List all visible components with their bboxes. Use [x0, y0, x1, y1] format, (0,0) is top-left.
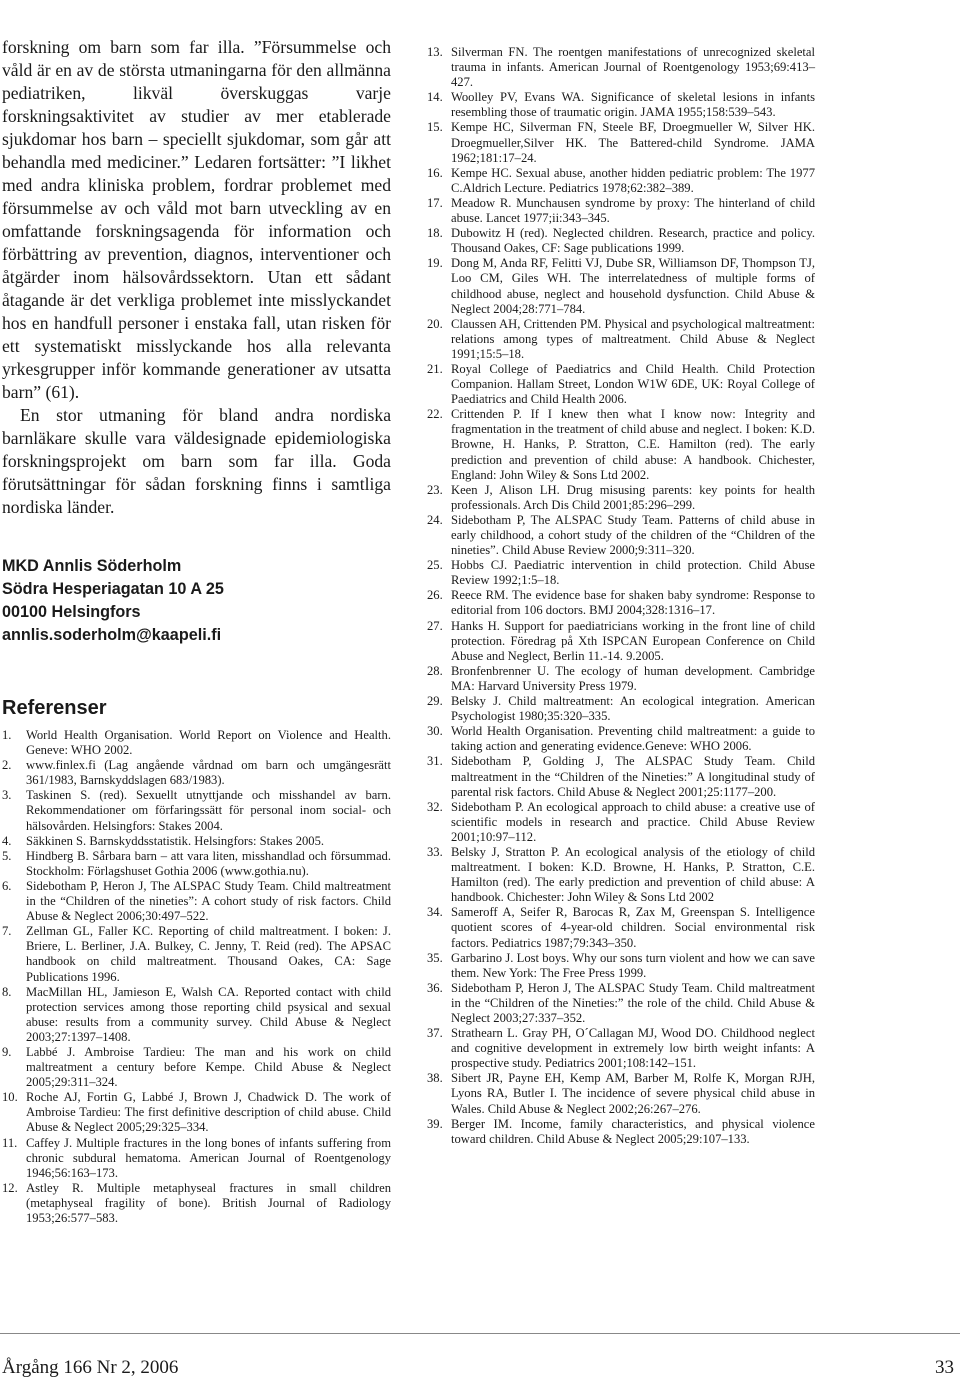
reference-number: 16.	[427, 165, 443, 180]
reference-number: 3.	[2, 788, 12, 803]
reference-item	[427, 754, 815, 799]
reference-item	[427, 951, 815, 981]
author-city: 00100 Helsingfors	[2, 603, 141, 621]
reference-text: Sameroff A, Seifer R, Barocas R, Zax M, Greenspan S. Intelligence quotient scores of 4-year-old children. Social environmental risk factors. Pediatrics 1987;79:343–350.	[451, 905, 815, 950]
reference-item	[2, 834, 391, 849]
reference-text: Hanks H. Support for paediatricians working in the front line of child protection. Föredrag på Xth ISPCAN European Conference on Child Abuse and Neglect, Berlin 11.-14. 9.2005.	[451, 618, 815, 663]
reference-number: 21.	[427, 361, 443, 376]
reference-text: Strathearn L. Gray PH, O´Callagan MJ, Wood DO. Childhood neglect and cognitive development in extremely low birth weight infants: A prospective study. Pediatrics 2001;108:142–151.	[451, 1026, 815, 1071]
reference-text: Royal College of Paediatrics and Child Health. Child Protection Companion. Hallam Street, London W1W 6DE, UK: Royal College of Paediatrics and Child Health 2006.	[451, 361, 815, 407]
reference-text: Kempe HC. Sexual abuse, another hidden pediatric problem: The 1977 C.Aldrich Lecture. Pediatrics 1978;62:382–389.	[451, 165, 815, 195]
footer-divider	[0, 1333, 960, 1334]
reference-number: 1.	[2, 728, 12, 742]
reference-item	[427, 558, 815, 588]
reference-number: 31.	[427, 754, 443, 769]
reference-number: 4.	[2, 833, 12, 848]
reference-number: 30.	[427, 724, 443, 739]
left-column	[2, 36, 391, 1226]
reference-text: Sidebotham P, The ALSPAC Study Team. Patterns of child abuse in early childhood, a cohort study of the children of the “Children of the nineties”. Child Abuse Review 2000;9:311–320.	[451, 512, 815, 558]
reference-number: 11.	[2, 1135, 18, 1150]
reference-text: Hindberg B. Sårbara barn – att vara liten, misshandlad och försummad. Stockholm: Förlagshuset Gothia 2006 (www.gothia.nu).	[26, 848, 391, 878]
reference-number: 33.	[427, 844, 443, 859]
reference-text: Labbé J. Ambroise Tardieu: The man and his work on child maltreatment a century before Kempe. Child Abuse & Neglect 2005;29:311–324.	[26, 1044, 391, 1090]
reference-item	[427, 588, 815, 618]
reference-item	[427, 1071, 815, 1116]
reference-item	[427, 664, 815, 694]
reference-number: 22.	[427, 407, 443, 422]
reference-text: Crittenden P. If I knew then what I know now: Integrity and fragmentation in the treatment of child abuse and neglect. I boken: K.D. Browne, H. Hanks, P. Stratton, C.E. Hamilton (red). The early prediction and prevention of child abuse: A handbook. Chichester, England: John Wiley & Sons Ltd 2002.	[451, 407, 815, 482]
reference-number: 15.	[427, 120, 443, 135]
reference-text: Reece RM. The evidence base for shaken baby syndrome: Response to editorial from 106 doctors. BMJ 2004;328:1316–17.	[451, 588, 815, 618]
reference-item	[2, 728, 391, 758]
reference-item	[2, 1136, 391, 1181]
reference-text: Silverman FN. The roentgen manifestations of unrecognized skeletal trauma in infants. American Journal of Roentgenology 1953;69:413–427.	[451, 45, 815, 90]
references-list-right	[427, 45, 815, 1147]
reference-text: Belsky J, Stratton P. An ecological analysis of the etiology of child maltreatment. I boken: K.D. Browne, H. Hanks, P. Stratton, C.E. Hamilton (red). The early prediction and prevention of child abuse: A handbook. Chichester: John Wiley & Sons Ltd 2002	[451, 844, 815, 905]
reference-item	[427, 800, 815, 845]
reference-text: Keen J, Alison LH. Drug misusing parents: key points for health professionals. Arch Dis Child 2001;85:296–299.	[451, 482, 815, 512]
reference-number: 2.	[2, 758, 12, 773]
reference-text: Zellman GL, Faller KC. Reporting of child maltreatment. I boken: J. Briere, L. Berliner, J.A. Bulkey, C. Jenny, T. Reid (red). The APSAC handbook on child maltreatment. Thousand Oakes, CA: Sage Publications 1996.	[26, 924, 391, 984]
reference-number: 26.	[427, 588, 443, 603]
reference-number: 39.	[427, 1116, 443, 1131]
references-heading: Referenser	[2, 697, 107, 719]
reference-item	[2, 924, 391, 984]
reference-number: 19.	[427, 256, 443, 271]
reference-number: 24.	[427, 512, 443, 527]
reference-number: 7.	[2, 924, 12, 939]
reference-number: 18.	[427, 226, 443, 241]
reference-text: Sibert JR, Payne EH, Kemp AM, Barber M, Rolfe K, Morgan RJH, Lyons RA, Butler I. The incidence of severe physical child abuse in Wales. Child Abuse & Neglect 2002;26:267–276.	[451, 1071, 815, 1116]
reference-item	[427, 619, 815, 664]
reference-text: Caffey J. Multiple fractures in the long bones of infants suffering from chronic subdural hematoma. American Journal of Roentgenology 1946;56:163–173.	[26, 1135, 391, 1180]
reference-item	[427, 1117, 815, 1147]
reference-number: 36.	[427, 980, 443, 995]
reference-text: Belsky J. Child maltreatment: An ecological integration. American Psychologist 1980;35:320–335.	[451, 694, 815, 724]
reference-number: 34.	[427, 905, 443, 920]
reference-item	[427, 513, 815, 558]
reference-text: Dubowitz H (red). Neglected children. Research, practice and policy. Thousand Oakes, CF: Sage publications 1999.	[451, 226, 815, 256]
reference-item	[427, 694, 815, 724]
reference-text: Sidebotham P, Golding J, The ALSPAC Study Team. Child maltreatment in the “Children of the Nineties:” A longitudinal study of parental risk factors. Child Abuse & Neglect 2001;25:1177–200.	[451, 754, 815, 799]
reference-text: Garbarino J. Lost boys. Why our sons turn violent and how we can save them. New York: The Free Press 1999.	[451, 950, 815, 980]
reference-text: Sidebotham P, Heron J, The ALSPAC Study Team. Child maltreatment in the “Children of the Nineties:” the role of the child. Child Abuse & Neglect 2003;27:337–352.	[451, 980, 815, 1025]
reference-item	[427, 407, 815, 482]
reference-item	[2, 1090, 391, 1135]
reference-number: 13.	[427, 45, 443, 59]
reference-text: Berger IM. Income, family characteristics, and physical violence toward children. Child Abuse & Neglect 2005;29:107–133.	[451, 1116, 815, 1146]
reference-number: 35.	[427, 950, 443, 965]
reference-text: Claussen AH, Crittenden PM. Physical and psychological maltreatment: relations among types of maltreatment. Child Abuse & Neglect 1991;15:5–18.	[451, 316, 815, 361]
reference-item	[427, 483, 815, 513]
reference-item	[427, 905, 815, 950]
page-number: 33	[935, 1357, 954, 1378]
reference-item	[427, 90, 815, 120]
author-name: MKD Annlis Söderholm	[2, 557, 182, 575]
reference-text: World Health Organisation. World Report on Violence and Health. Geneve: WHO 2002.	[26, 728, 391, 758]
reference-number: 12.	[2, 1180, 18, 1195]
reference-item	[2, 758, 391, 788]
reference-number: 5.	[2, 848, 12, 863]
author-street: Södra Hesperiagatan 10 A 25	[2, 580, 224, 598]
reference-number: 28.	[427, 663, 443, 678]
reference-number: 8.	[2, 984, 12, 999]
reference-text: Sidebotham P. An ecological approach to child abuse: a creative use of scientific models in research and practice. Child Abuse Review 2001;10:97–112.	[451, 799, 815, 844]
reference-item	[2, 985, 391, 1045]
reference-text: Roche AJ, Fortin G, Labbé J, Brown J, Chadwick D. The work of Ambroise Tardieu: The first definitive description of child abuse. Child Abuse & Neglect 2005;29:325–334.	[26, 1090, 391, 1135]
reference-number: 27.	[427, 618, 443, 633]
reference-number: 14.	[427, 90, 443, 105]
reference-item	[2, 788, 391, 833]
reference-number: 9.	[2, 1044, 12, 1059]
right-column	[427, 45, 815, 1147]
reference-item	[427, 256, 815, 316]
reference-number: 10.	[2, 1090, 18, 1105]
reference-text: MacMillan HL, Jamieson E, Walsh CA. Reported contact with child protection services among those reporting child psysical and sexual abuse: results from a community survey. Child Abuse & Neglect 2003;27:1397–1408.	[26, 984, 391, 1044]
reference-text: www.finlex.fi (Lag angående vårdnad om barn och umgängesrätt 361/1983, Barnskyddslagen 683/1983).	[26, 758, 391, 788]
reference-text: Taskinen S. (red). Sexuellt utnyttjande och misshandel av barn. Rekommendationer om förfaringssätt för personal inom social- och hälsovården. Helsingfors: Stakes 2004.	[26, 788, 391, 833]
reference-number: 38.	[427, 1071, 443, 1086]
reference-number: 32.	[427, 799, 443, 814]
reference-text: Säkkinen S. Barnskyddsstatistik. Helsingfors: Stakes 2005.	[26, 833, 325, 848]
reference-text: Woolley PV, Evans WA. Significance of skeletal lesions in infants resembling those of traumatic origin. JAMA 1955;158:539–543.	[451, 90, 815, 120]
reference-item	[427, 120, 815, 165]
reference-text: Kempe HC, Silverman FN, Steele BF, Droegmueller W, Silver HK. Droegmueller,Silver HK. The Battered-child Syndrome. JAMA 1962;181:17–24.	[451, 120, 815, 165]
reference-text: Dong M, Anda RF, Felitti VJ, Dube SR, Williamson DF, Thompson TJ, Loo CM, Giles WH. The interrelatedness of multiple forms of childhood abuse, neglect and household dysfunction. Child Abuse & Neglect 2004;28:771–784.	[451, 256, 815, 316]
author-contact	[2, 555, 391, 647]
author-email: annlis.soderholm@kaapeli.fi	[2, 626, 222, 644]
reference-item	[2, 1045, 391, 1090]
reference-text: Sidebotham P, Heron J, The ALSPAC Study Team. Child maltreatment in the “Children of the nineties”: A cohort study of risk factors. Child Abuse & Neglect 2006;30:497–522.	[26, 878, 391, 924]
reference-number: 20.	[427, 316, 443, 331]
reference-text: Meadow R. Munchausen syndrome by proxy: The hinterland of child abuse. Lancet 1977;ii:343–345.	[451, 195, 815, 226]
references-list-left	[2, 728, 391, 1226]
reference-number: 25.	[427, 558, 443, 573]
body-paragraph: forskning om barn som far illa. ”Försummelse och våld är en av de största utmaningarna för den allmänna pediatriken, likväl överskuggas varje forskningsaktivitet av studier av mer etablerade sjukdomar hos barn – speciellt sjukdomar, som går att behandla med mediciner.” Ledaren fortsätter: ”I likhet med andra kliniska problem, fordrar problemet med försummelse av och våld mot barn utveckling av en omfattande forskningsagenda för information och förbättring av prevention, diagnos, interventioner och åtgärder inom hälsovårdssektorn. Utan ett sådant åtagande är det verkliga problemet inte misslyckandet hos en handfull personer i enstaka fall, utan risken för ett systematiskt misslyckande hos alla relevanta yrkesgrupper inför kommande generationer av utsatta barn” (61).	[2, 37, 391, 402]
reference-number: 6.	[2, 878, 12, 893]
reference-item	[427, 981, 815, 1026]
reference-item	[2, 879, 391, 924]
body-paragraph: En stor utmaning för bland andra nordiska barnläkare skulle vara väldesignade epidemiologiska forskningsprojekt om barn som far illa. Goda förutsättningar för sådan forskning finns i samtliga nordiska länder.	[2, 405, 391, 517]
reference-item	[2, 1181, 391, 1226]
reference-number: 37.	[427, 1026, 443, 1041]
reference-item	[2, 849, 391, 879]
reference-text: Bronfenbrenner U. The ecology of human development. Cambridge MA: Harvard University Press 1979.	[451, 663, 815, 693]
reference-number: 23.	[427, 482, 443, 497]
reference-item	[427, 317, 815, 362]
reference-item	[427, 226, 815, 256]
reference-text: Astley R. Multiple metaphyseal fractures in small children (metaphyseal fragility of bone). British Journal of Radiology 1953;26:577–583.	[26, 1180, 391, 1225]
reference-text: Hobbs CJ. Paediatric intervention in child protection. Child Abuse Review 1992;1:5–18.	[451, 558, 815, 588]
reference-number: 29.	[427, 694, 443, 709]
reference-item	[427, 362, 815, 407]
reference-item	[427, 45, 815, 90]
reference-item	[427, 1026, 815, 1071]
reference-item	[427, 166, 815, 196]
reference-number: 17.	[427, 195, 443, 210]
reference-text: World Health Organisation. Preventing child maltreatment: a guide to taking action and generating evidence.Geneve: WHO 2006.	[451, 724, 815, 754]
reference-item	[427, 845, 815, 905]
reference-item	[427, 196, 815, 226]
reference-item	[427, 724, 815, 754]
footer-issue: Årgång 166 Nr 2, 2006	[2, 1357, 179, 1378]
